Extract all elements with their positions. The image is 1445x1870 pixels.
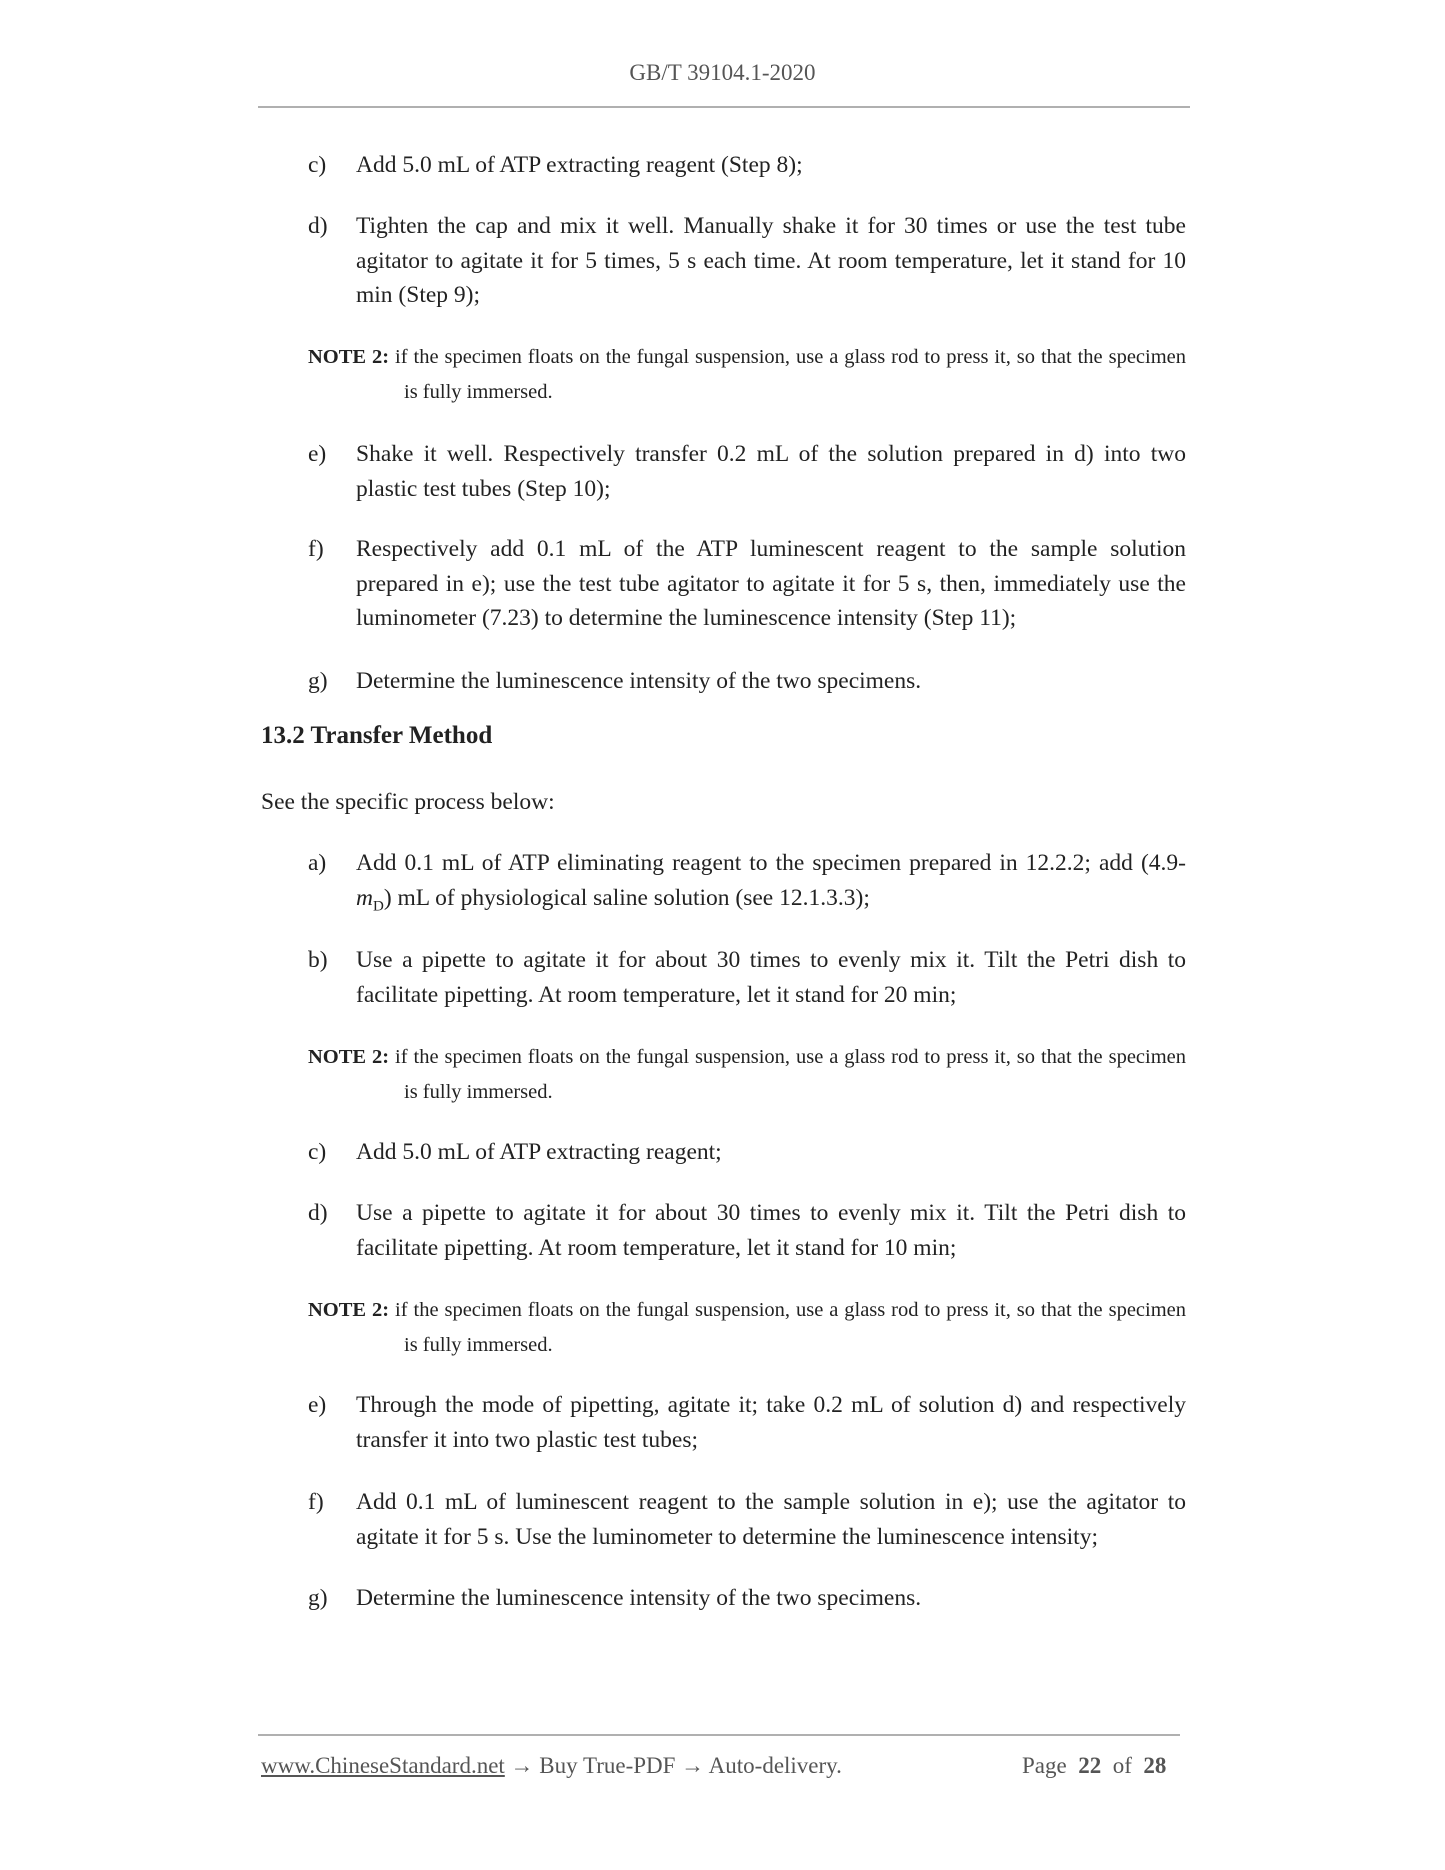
- item-label: d): [308, 213, 328, 239]
- subscript: D: [372, 898, 384, 915]
- page-word: Page: [1022, 1753, 1067, 1778]
- item-label: f): [308, 536, 324, 562]
- of-word: of: [1112, 1753, 1132, 1778]
- note-label: NOTE 2:: [308, 1299, 390, 1321]
- section-intro: See the specific process below:: [261, 789, 555, 815]
- item-text: Shake it well. Respectively transfer 0.2 mL of the solution prepared in d) into two plastic test tubes (Step 10);: [356, 441, 1186, 502]
- item-text: Determine the luminescence intensity of the two specimens.: [356, 668, 922, 694]
- item-text: Add 0.1 mL of luminescent reagent to the sample solution in e); use the agitator to agitate it for 5 s. Use the luminometer to determine the luminescence intensity;: [356, 1489, 1186, 1550]
- item-text: Add 5.0 mL of ATP extracting reagent (Step 8);: [356, 152, 803, 178]
- note-text: if the specimen floats on the fungal suspension, use a glass rod to press it, so that the specimen is fully immersed.: [395, 1046, 1187, 1103]
- variable: m: [356, 884, 373, 911]
- list-item: [308, 846, 1186, 924]
- list-item: [308, 209, 1186, 313]
- section-heading: 13.2 Transfer Method: [261, 722, 493, 749]
- item-text: Use a pipette to agitate it for about 30 times to evenly mix it. Tilt the Petri dish to facilitate pipetting. At room temperature, let it stand for 20 min;: [356, 947, 1186, 1008]
- list-item: [308, 1135, 1186, 1170]
- item-label: c): [308, 1139, 327, 1165]
- note-text: if the specimen floats on the fungal suspension, use a glass rod to press it, so that the specimen is fully immersed.: [395, 1299, 1187, 1356]
- item-label: f): [308, 1489, 324, 1515]
- item-text: Add 5.0 mL of ATP extracting reagent;: [356, 1139, 722, 1165]
- item-text: Through the mode of pipetting, agitate it; take 0.2 mL of solution d) and respectively transfer it into two plastic test tubes;: [356, 1392, 1186, 1453]
- item-text: Determine the luminescence intensity of the two specimens.: [356, 1585, 922, 1611]
- website-link[interactable]: www.ChineseStandard.net: [261, 1753, 505, 1778]
- item-label: e): [308, 441, 327, 467]
- item-label: e): [308, 1392, 327, 1418]
- document-header: GB/T 39104.1-2020: [629, 60, 816, 85]
- total-pages: 28: [1143, 1753, 1167, 1778]
- item-text: Respectively add 0.1 mL of the ATP luminescent reagent to the sample solution prepared in e); use the test tube agitator to agitate it for 5 s, then, immediately use the luminometer (7.23) to determine the luminescence intensity (Step 11);: [356, 536, 1186, 632]
- list-item: [308, 943, 1186, 1012]
- list-item: [308, 1581, 1186, 1616]
- item-label: a): [308, 850, 327, 876]
- note: [308, 1040, 1186, 1109]
- list-item: [308, 437, 1186, 506]
- footer-text: → Buy True-PDF → Auto-delivery.: [504, 1753, 842, 1778]
- item-label: b): [308, 947, 328, 973]
- item-text: Tighten the cap and mix it well. Manually shake it for 30 times or use the test tube agitator to agitate it for 5 times, 5 s each time. At room temperature, let it stand for 10 min (Step 9);: [356, 213, 1186, 309]
- current-page: 22: [1078, 1753, 1102, 1778]
- note-label: NOTE 2:: [308, 1046, 390, 1068]
- note: [308, 1293, 1186, 1362]
- list-item: [308, 148, 1186, 183]
- item-label: d): [308, 1200, 328, 1226]
- header-rule: [258, 106, 1190, 108]
- item-label: g): [308, 1585, 328, 1611]
- item-text: [356, 846, 1186, 924]
- list-item: [308, 1388, 1186, 1457]
- footer-rule: [258, 1734, 1180, 1736]
- list-item: [308, 532, 1186, 636]
- note-text: if the specimen floats on the fungal suspension, use a glass rod to press it, so that the specimen is fully immersed.: [395, 346, 1187, 403]
- note: [308, 340, 1186, 409]
- note-label: NOTE 2:: [308, 346, 390, 368]
- list-item: [308, 1485, 1186, 1554]
- item-label: g): [308, 668, 328, 694]
- item-label: c): [308, 152, 327, 178]
- text-part: ) mL of physiological saline solution (see 12.1.3.3);: [383, 884, 870, 911]
- item-text: Use a pipette to agitate it for about 30 times to evenly mix it. Tilt the Petri dish to facilitate pipetting. At room temperature, let it stand for 10 min;: [356, 1200, 1186, 1261]
- footer-links: [261, 1753, 842, 1779]
- page-number: [1022, 1753, 1166, 1779]
- text-part: Add 0.1 mL of ATP eliminating reagent to the specimen prepared in 12.2.2; add (4.9-: [356, 850, 1186, 876]
- list-item: [308, 664, 1186, 699]
- list-item: [308, 1196, 1186, 1265]
